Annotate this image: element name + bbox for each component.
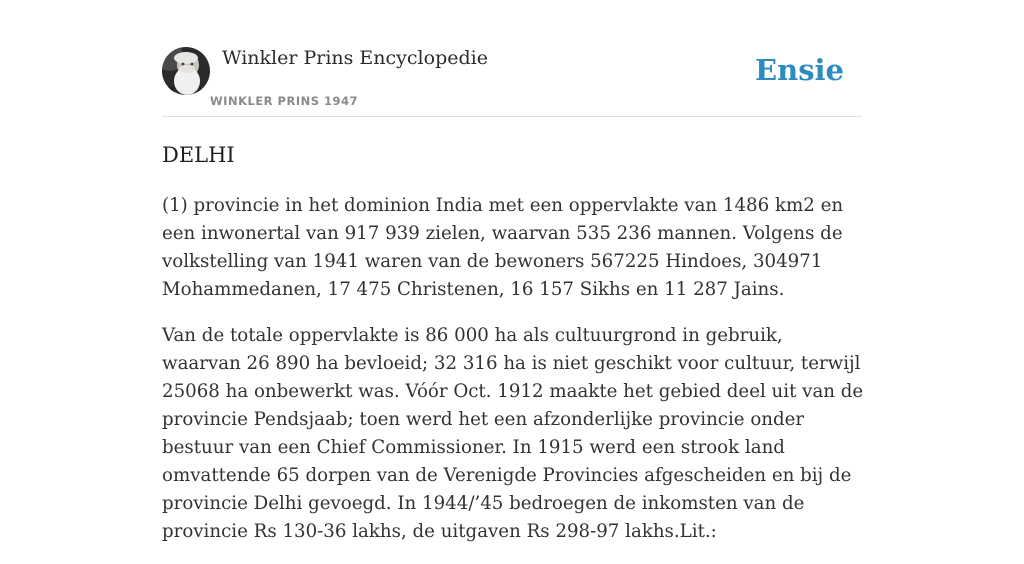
- body-paragraph: (1) provincie in het dominion India met een oppervlakte van 1486 km2 en een inwonertal van 917 939 zielen, waarvan 535 236 mannen. Volgens de volkstelling van 1941 waren van de bewoners 567225 Hindoes, 304971 Mohammedanen, 17 475 Christenen, 16 157 Sikhs en 11 287 Jains.: [162, 195, 844, 300]
- brand-logo[interactable]: Ensie: [755, 53, 844, 87]
- source-edition: WINKLER PRINS 1947: [210, 94, 359, 108]
- entry-title: DELHI: [162, 143, 235, 167]
- entry-header: [162, 46, 862, 117]
- entry-body: [162, 192, 864, 564]
- source-title[interactable]: Winkler Prins Encyclopedie: [222, 47, 488, 69]
- body-paragraph: Van de totale oppervlakte is 86 000 ha als cultuurgrond in gebruik, waarvan 26 890 ha bevloeid; 32 316 ha is niet geschikt voor cultuur, terwijl 25068 ha onbewerkt was. Vóór Oct. 1912 maakte het gebied deel uit van de provincie Pendsjaab; toen werd het een afzonderlijke provincie onder bestuur van een Chief Commissioner. In 1915 werd een strook land omvattende 65 dorpen van de Verenigde Provincies afgescheiden en bij de provincie Delhi gevoegd. In 1944/’45 bedroegen de inkomsten van de provincie Rs 130-36 lakhs, de uitgaven Rs 298-97 lakhs.Lit.:: [162, 325, 864, 542]
- author-avatar-icon[interactable]: [162, 47, 210, 95]
